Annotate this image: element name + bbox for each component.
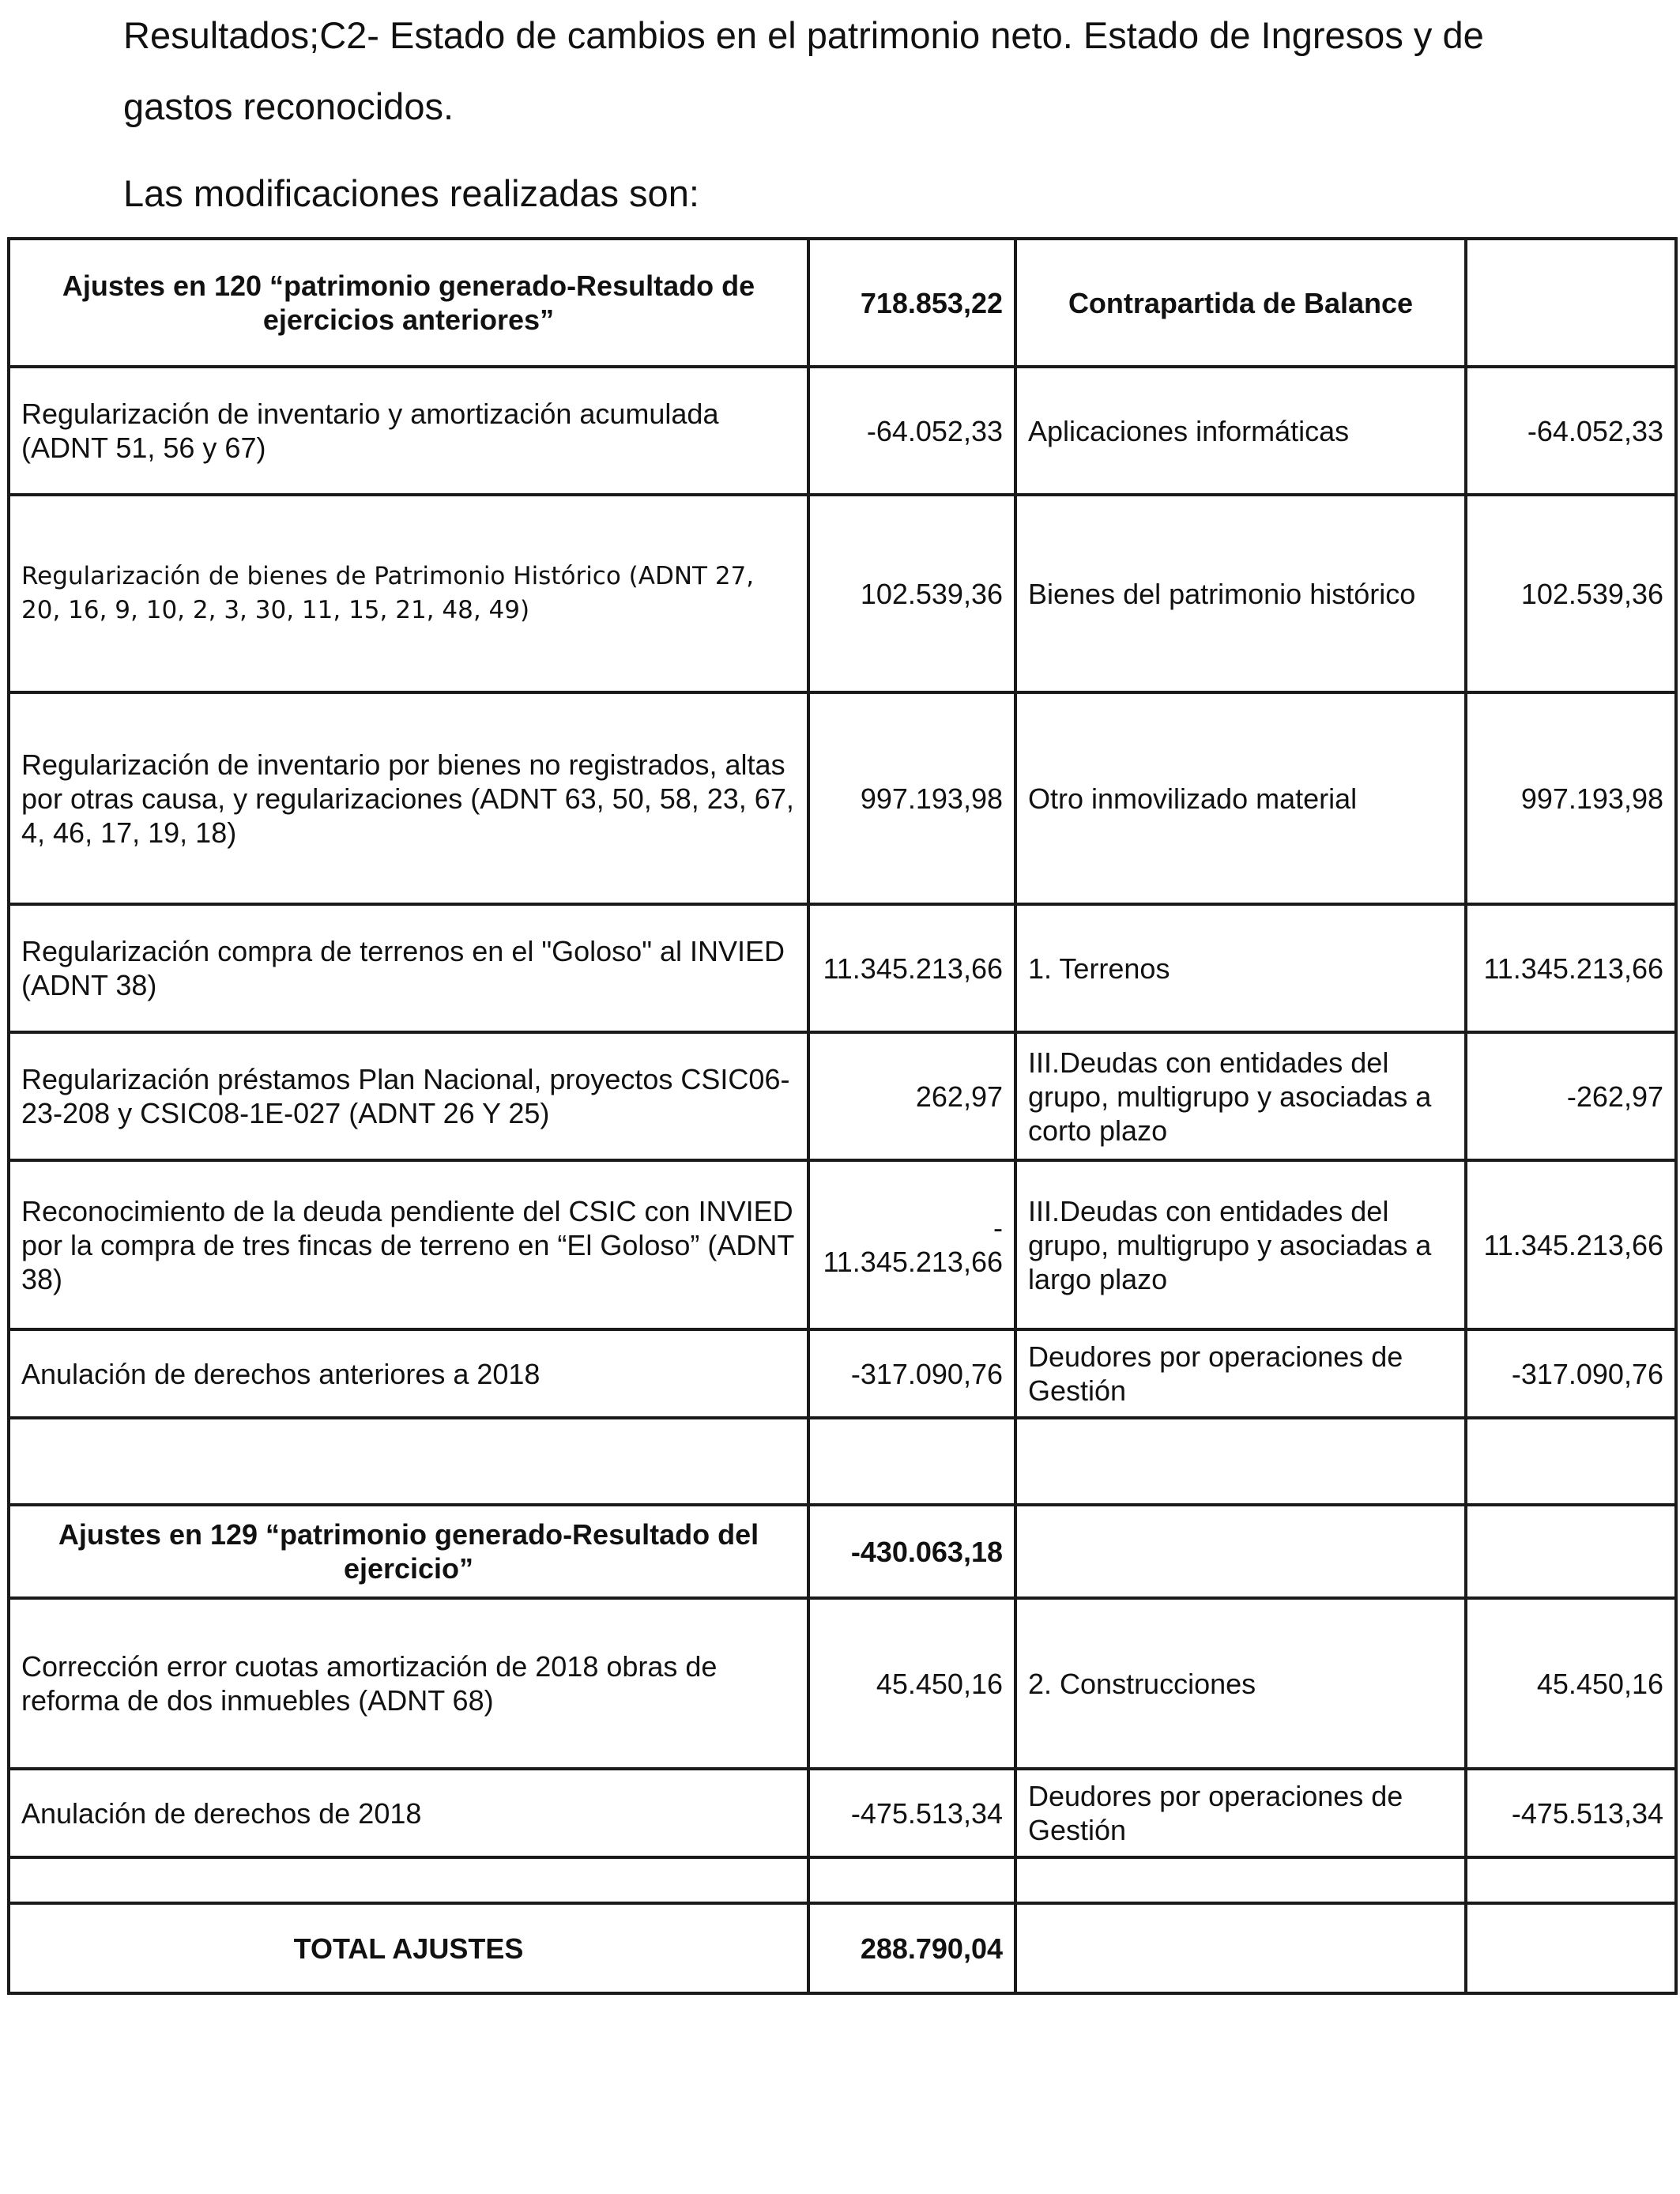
- intro-text: [123, 0, 1625, 229]
- row-balance-account: Bienes del patrimonio histórico: [1015, 495, 1466, 692]
- row-balance-amount: -475.513,34: [1466, 1769, 1676, 1857]
- table-row: [9, 1160, 1676, 1329]
- intro-line-3: Las modificaciones realizadas son:: [123, 172, 699, 214]
- row-description: Regularización compra de terrenos en el "Goloso" al INVIED (ADNT 38): [9, 904, 808, 1032]
- row-amount: -64.052,33: [808, 367, 1015, 495]
- row-amount-sign: -: [993, 1212, 1003, 1244]
- row-balance-account: 1. Terrenos: [1015, 904, 1466, 1032]
- table-row: [9, 495, 1676, 692]
- row-amount: -317.090,76: [808, 1329, 1015, 1418]
- row-balance-account: Otro inmovilizado material: [1015, 692, 1466, 904]
- row-balance-amount: -262,97: [1466, 1032, 1676, 1160]
- row-balance-account: Deudores por operaciones de Gestión: [1015, 1769, 1466, 1857]
- header-counterpart: Contrapartida de Balance: [1015, 239, 1466, 367]
- row-balance-amount: 11.345.213,66: [1466, 904, 1676, 1032]
- row-amount: [808, 1160, 1015, 1329]
- row-amount-value: 11.345.213,66: [823, 1246, 1003, 1278]
- table-row: [9, 1598, 1676, 1769]
- row-description: Regularización préstamos Plan Nacional, proyectos CSIC06-23-208 y CSIC08-1E-027 (ADNT 26 Y 25): [9, 1032, 808, 1160]
- header-adjustments-120: Ajustes en 120 “patrimonio generado-Resultado de ejercicios anteriores”: [9, 239, 808, 367]
- header-empty-cell: [1466, 239, 1676, 367]
- row-balance-amount: 11.345.213,66: [1466, 1160, 1676, 1329]
- row-description: Anulación de derechos anteriores a 2018: [9, 1329, 808, 1418]
- intro-line-2: gastos reconocidos.: [123, 85, 454, 127]
- row-description: Regularización de bienes de Patrimonio Histórico (ADNT 27, 20, 16, 9, 10, 2, 3, 30, 11, 15, 21, 48, 49): [9, 495, 808, 692]
- row-balance-account: III.Deudas con entidades del grupo, multigrupo y asociadas a corto plazo: [1015, 1032, 1466, 1160]
- table-row: [9, 692, 1676, 904]
- table-row: [9, 1329, 1676, 1418]
- row-balance-account: Deudores por operaciones de Gestión: [1015, 1329, 1466, 1418]
- adjustments-table: [7, 237, 1678, 1995]
- row-balance-amount: 997.193,98: [1466, 692, 1676, 904]
- row-description: Reconocimiento de la deuda pendiente del CSIC con INVIED por la compra de tres fincas de terreno en “El Goloso” (ADNT 38): [9, 1160, 808, 1329]
- row-amount: 11.345.213,66: [808, 904, 1015, 1032]
- row-balance-account: III.Deudas con entidades del grupo, multigrupo y asociadas a largo plazo: [1015, 1160, 1466, 1329]
- total-label: TOTAL AJUSTES: [9, 1903, 808, 1993]
- row-description: Regularización de inventario y amortización acumulada (ADNT 51, 56 y 67): [9, 367, 808, 495]
- table-row: [9, 1769, 1676, 1857]
- total-row: [9, 1903, 1676, 1993]
- row-balance-account: 2. Construcciones: [1015, 1598, 1466, 1769]
- table-subheader-row: [9, 1505, 1676, 1598]
- header-total-129: -430.063,18: [808, 1505, 1015, 1598]
- header-adjustments-129: Ajustes en 129 “patrimonio generado-Resultado del ejercicio”: [9, 1505, 808, 1598]
- table-header-row: [9, 239, 1676, 367]
- row-description: Corrección error cuotas amortización de 2018 obras de reforma de dos inmuebles (ADNT 68): [9, 1598, 808, 1769]
- row-amount: 102.539,36: [808, 495, 1015, 692]
- row-amount: 997.193,98: [808, 692, 1015, 904]
- total-value: 288.790,04: [808, 1903, 1015, 1993]
- row-balance-account: Aplicaciones informáticas: [1015, 367, 1466, 495]
- table-row: [9, 367, 1676, 495]
- table-row: [9, 1032, 1676, 1160]
- row-amount: 45.450,16: [808, 1598, 1015, 1769]
- row-description: Anulación de derechos de 2018: [9, 1769, 808, 1857]
- empty-row: [9, 1857, 1676, 1903]
- row-balance-amount: 45.450,16: [1466, 1598, 1676, 1769]
- table-row: [9, 904, 1676, 1032]
- row-balance-amount: 102.539,36: [1466, 495, 1676, 692]
- empty-row: [9, 1418, 1676, 1505]
- row-amount: 262,97: [808, 1032, 1015, 1160]
- row-balance-amount: -64.052,33: [1466, 367, 1676, 495]
- intro-line-1: Resultados;C2- Estado de cambios en el patrimonio neto. Estado de Ingresos y de: [123, 14, 1484, 56]
- row-description: Regularización de inventario por bienes no registrados, altas por otras causa, y regularizaciones (ADNT 63, 50, 58, 23, 67, 4, 46, 17, 19, 18): [9, 692, 808, 904]
- header-total-120: 718.853,22: [808, 239, 1015, 367]
- row-amount: -475.513,34: [808, 1769, 1015, 1857]
- row-balance-amount: -317.090,76: [1466, 1329, 1676, 1418]
